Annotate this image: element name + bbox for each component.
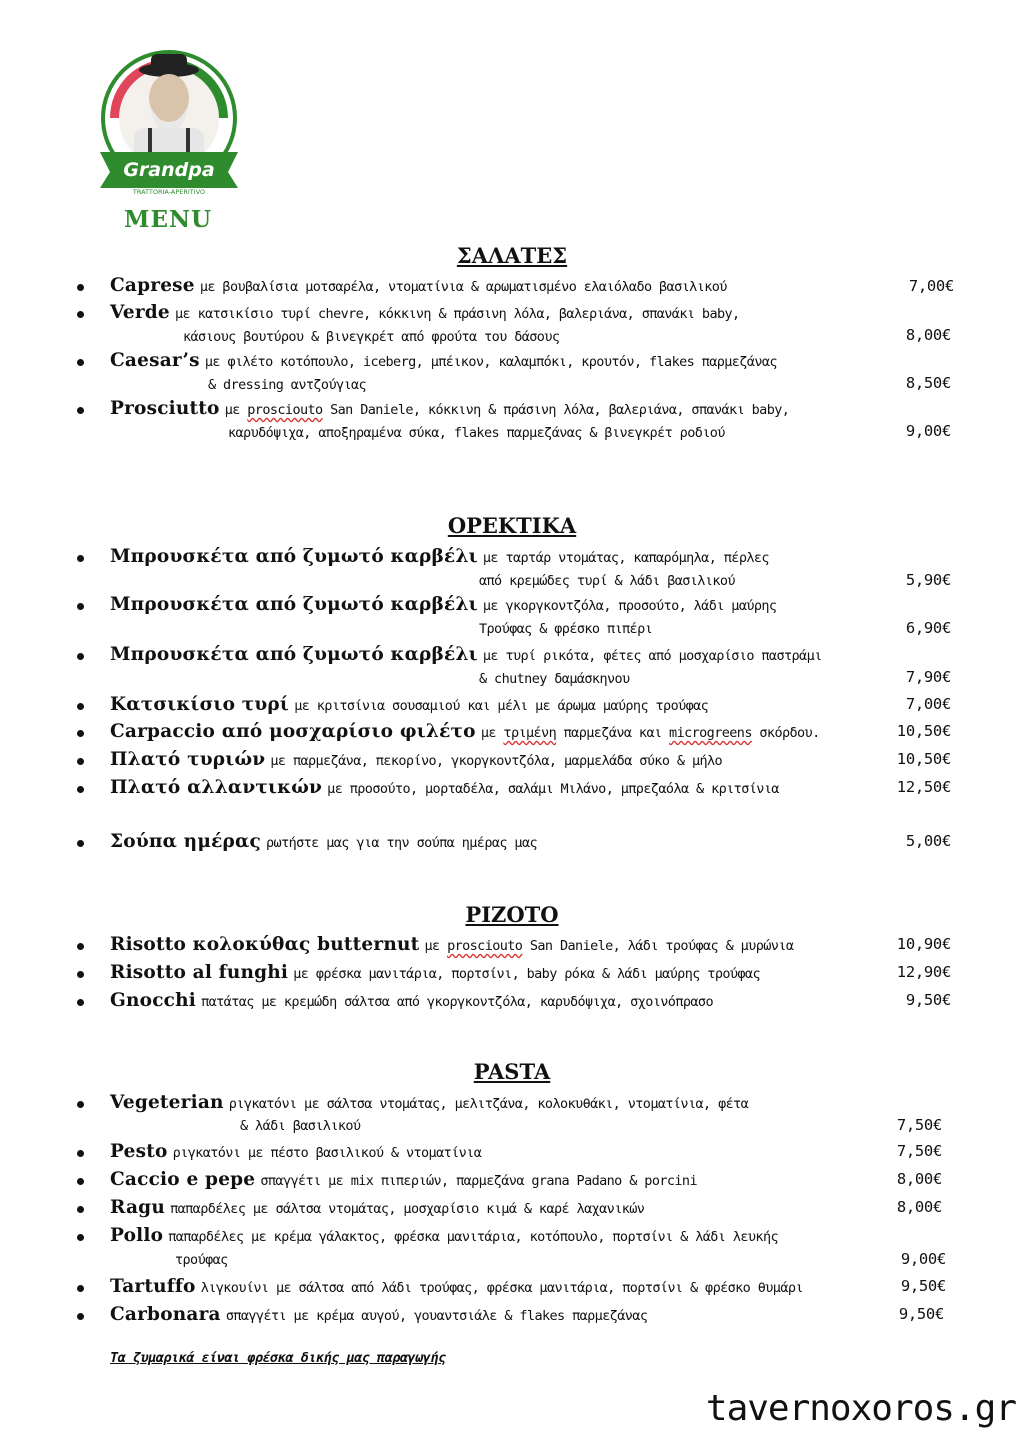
item-price: 8,00€: [896, 1170, 942, 1188]
item-price: 9,50€: [905, 991, 951, 1009]
item-name: Ragu: [110, 1197, 165, 1218]
bullet-icon: [77, 786, 84, 793]
item-name: Tartuffo: [110, 1276, 196, 1297]
menu-item: [0, 721, 1024, 749]
item-price: 7,00€: [905, 695, 951, 713]
item-price: 7,90€: [905, 668, 951, 686]
menu-item: [0, 1225, 1024, 1253]
item-description: ρωτήστε μας για την σούπα ημέρας μας: [266, 835, 538, 851]
item-name: Verde: [110, 302, 170, 323]
bullet-icon: [77, 999, 84, 1006]
watermark: tavernoxoros.gr: [705, 1388, 1016, 1429]
item-price: 8,00€: [896, 1198, 942, 1216]
bullet-icon: [77, 1313, 84, 1320]
item-price: 7,50€: [896, 1116, 942, 1134]
menu-item: [0, 1304, 1024, 1332]
menu-item: [0, 350, 1024, 378]
bullet-icon: [77, 1206, 84, 1213]
bullet-icon: [77, 1285, 84, 1292]
item-description-cont: κάσιους βουτύρου & βινεγκρέτ από φρούτα του δάσους: [183, 329, 560, 345]
item-price: 5,90€: [905, 571, 951, 589]
item-description: με κατσικίσιο τυρί chevre, κόκκινη & πράσινη λόλα, βαλεριάνα, σπανάκι baby,: [174, 306, 740, 322]
item-name: Μπρουσκέτα από ζυμωτό καρβέλι: [110, 546, 478, 567]
section-title-salads: ΣΑΛΑΤΕΣ: [456, 243, 568, 268]
item-name: Caccio e pepe: [110, 1169, 256, 1190]
menu-item: [0, 831, 1024, 859]
item-description-cont: καρυδόψιχα, αποξηραμένα σύκα, flakes παρμεζάνας & βινεγκρέτ ροδιού: [228, 425, 725, 441]
menu-item: [0, 275, 1024, 303]
item-description: με τυρί ρικότα, φέτες από μοσχαρίσιο παστράμι: [482, 648, 822, 664]
menu-item: [0, 777, 1024, 805]
bullet-icon: [77, 971, 84, 978]
item-description: ριγκατόνι με σάλτσα ντομάτας, μελιτζάνα, κολοκυθάκι, ντοματίνια, φέτα: [228, 1096, 749, 1112]
item-price: 9,50€: [898, 1305, 944, 1323]
item-description: με κριτσίνια σουσαμιού και μέλι με άρωμα μαύρης τρούφας: [294, 698, 709, 714]
section-title-appetizers: ΟΡΕΚΤΙΚΑ: [447, 513, 577, 538]
bullet-icon: [77, 359, 84, 366]
section-title-pasta: PASTA: [473, 1059, 551, 1084]
section-title-risotto: ΡΙΖΟΤΟ: [465, 902, 559, 927]
item-description: παπαρδέλες με κρέμα γάλακτος, φρέσκα μανιτάρια, κοτόπουλο, πορτσίνι & λάδι λευκής: [168, 1229, 778, 1245]
item-name: Πλατό αλλαντικών: [110, 777, 323, 798]
item-price: 10,50€: [896, 750, 951, 768]
item-description: με γκοργκοντζόλα, προσούτο, λάδι μαύρης: [482, 598, 777, 614]
item-name: Risotto al funghi: [110, 962, 289, 983]
menu-item: [0, 934, 1024, 962]
menu-item: [0, 1092, 1024, 1120]
item-price: 7,50€: [896, 1142, 942, 1160]
bullet-icon: [77, 1178, 84, 1185]
item-description: σπαγγέτι με mix πιπεριών, παρμεζάνα grana Padano & porcini: [260, 1173, 697, 1189]
menu-item: [0, 1169, 1024, 1197]
bullet-icon: [77, 603, 84, 610]
item-price: 6,90€: [905, 619, 951, 637]
item-name: Carpaccio από μοσχαρίσιο φιλέτο: [110, 721, 476, 742]
item-price: 7,00€: [908, 277, 954, 295]
pasta-note: Τα ζυμαρικά είναι φρέσκα δικής μας παραγωγής: [110, 1350, 446, 1366]
item-description: με παρμεζάνα, πεκορίνο, γκοργκοντζόλα, μαρμελάδα σύκο & μήλο: [270, 753, 723, 769]
item-description: με φρέσκα μανιτάρια, πορτσίνι, baby ρόκα & λάδι μαύρης τρούφας: [293, 966, 760, 982]
item-price: 12,50€: [896, 778, 951, 796]
item-description: σκόρδου.: [751, 725, 820, 741]
item-description-cont: τρούφας: [175, 1252, 228, 1268]
menu-item: [0, 644, 1024, 672]
item-name: Pesto: [110, 1141, 168, 1162]
item-description-cont: & dressing αντζούγιας: [208, 377, 367, 393]
item-description: σπαγγέτι με κρέμα αυγού, γουαντσιάλε & flakes παρμεζάνας: [225, 1308, 648, 1324]
bullet-icon: [77, 555, 84, 562]
bullet-icon: [77, 943, 84, 950]
item-name: Pollo: [110, 1225, 164, 1246]
grandpa-logo: [96, 48, 242, 198]
item-description-misspelled: prosciouto: [247, 402, 323, 418]
item-price: 5,00€: [905, 832, 951, 850]
item-price: 10,50€: [896, 722, 951, 740]
bullet-icon: [77, 407, 84, 414]
item-description-misspelled: prosciouto: [447, 938, 523, 954]
item-name: Vegeterian: [110, 1092, 224, 1113]
item-description: με βουβαλίσια μοτσαρέλα, ντοματίνια & αρωματισμένο ελαιόλαδο βασιλικού: [199, 279, 727, 295]
item-description: με: [480, 725, 504, 741]
logo-subtext: TRATTORIA-APERITIVO: [132, 188, 206, 196]
menu-item: [0, 1141, 1024, 1169]
item-description-cont: & chutney δαμάσκηνου: [479, 671, 630, 687]
item-description: San Daniele, κόκκινη & πράσινη λόλα, βαλεριάνα, σπανάκι baby,: [322, 402, 790, 418]
item-name: Caesar’s: [110, 350, 200, 371]
bullet-icon: [77, 1150, 84, 1157]
bullet-icon: [77, 758, 84, 765]
item-name: Carbonara: [110, 1304, 221, 1325]
item-description-misspelled: microgreens: [669, 725, 752, 741]
item-description: παρμεζάνα και: [556, 725, 670, 741]
item-name: Caprese: [110, 275, 195, 296]
menu-item: [0, 1276, 1024, 1304]
item-description: ριγκατόνι με πέστο βασιλικού & ντοματίνια: [172, 1145, 482, 1161]
item-price: 10,90€: [896, 935, 951, 953]
item-name: Μπρουσκέτα από ζυμωτό καρβέλι: [110, 644, 478, 665]
item-price: 12,90€: [896, 963, 951, 981]
item-description: με φιλέτο κοτόπουλο, iceberg, μπέικον, καλαμπόκι, κρουτόν, flakes παρμεζάνας: [204, 354, 777, 370]
item-description: λιγκουίνι με σάλτσα από λάδι τρούφας, φρέσκα μανιτάρια, πορτσίνι & φρέσκο θυμάρι: [200, 1280, 803, 1296]
bullet-icon: [77, 1234, 84, 1241]
item-name: Κατσικίσιο τυρί: [110, 694, 290, 715]
item-description: με προσούτο, μορταδέλα, σαλάμι Μιλάνο, μπρεζαόλα & κριτσίνια: [327, 781, 779, 797]
item-price: 9,00€: [905, 422, 951, 440]
item-name: Prosciutto: [110, 398, 220, 419]
item-description: με: [224, 402, 248, 418]
item-price: 8,00€: [905, 326, 951, 344]
item-price: 9,50€: [900, 1277, 946, 1295]
item-name: Σούπα ημέρας: [110, 831, 261, 852]
menu-item: [0, 302, 1024, 330]
bullet-icon: [77, 730, 84, 737]
bullet-icon: [77, 284, 84, 291]
item-name: Μπρουσκέτα από ζυμωτό καρβέλι: [110, 594, 478, 615]
logo-wordmark: Grandpa: [123, 159, 215, 181]
item-description: παπαρδέλες με σάλτσα ντομάτας, μοσχαρίσιο κιμά & καρέ λαχανικών: [170, 1201, 645, 1217]
bullet-icon: [77, 311, 84, 318]
item-description-cont: Τρούφας & φρέσκο πιπέρι: [479, 621, 653, 637]
item-description: με: [424, 938, 448, 954]
item-description: San Daniele, λάδι τρούφας & μυρώνια: [522, 938, 794, 954]
menu-item: [0, 962, 1024, 990]
item-description-cont: & λάδι βασιλικού: [240, 1118, 361, 1134]
menu-item: [0, 694, 1024, 722]
menu-item: [0, 990, 1024, 1018]
menu-item: [0, 749, 1024, 777]
item-name: Risotto κολοκύθας butternut: [110, 934, 420, 955]
menu-title: MENU: [124, 206, 213, 233]
bullet-icon: [77, 703, 84, 710]
bullet-icon: [77, 653, 84, 660]
bullet-icon: [77, 840, 84, 847]
item-name: Gnocchi: [110, 990, 196, 1011]
item-description-misspelled: τριμένη: [503, 725, 557, 741]
menu-item: [0, 594, 1024, 622]
menu-item: [0, 546, 1024, 574]
menu-item: [0, 1197, 1024, 1225]
item-price: 9,00€: [900, 1250, 946, 1268]
item-description-cont: από κρεμώδες τυρί & λάδι βασιλικού: [479, 573, 735, 589]
item-description: πατάτας με κρεμώδη σάλτσα από γκοργκοντζόλα, καρυδόψιχα, σχοινόπρασο: [201, 994, 713, 1010]
menu-item: [0, 398, 1024, 426]
item-price: 8,50€: [905, 374, 951, 392]
item-description: με ταρτάρ ντομάτας, καπαρόμηλα, πέρλες: [482, 550, 769, 566]
bullet-icon: [77, 1101, 84, 1108]
item-name: Πλατό τυριών: [110, 749, 266, 770]
